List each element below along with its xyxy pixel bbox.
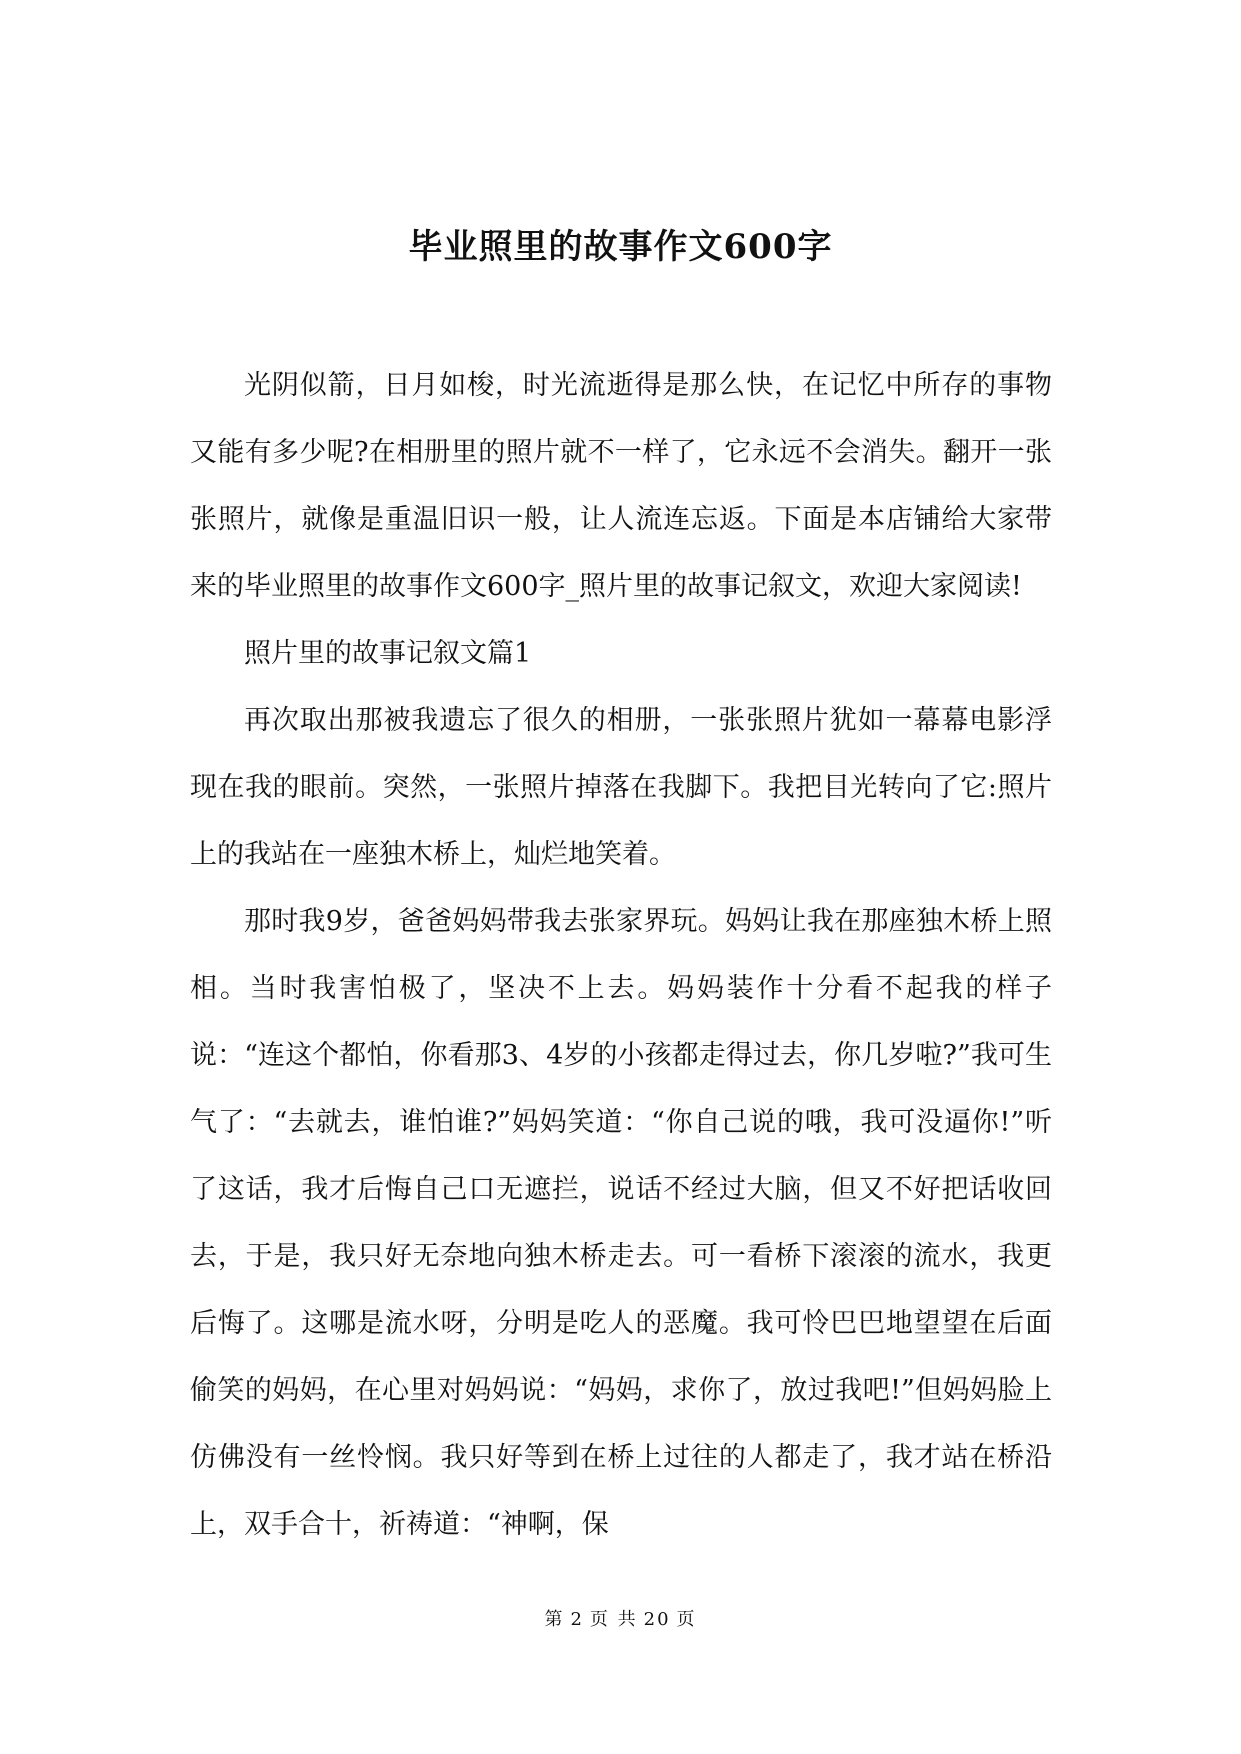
document-title: 毕业照里的故事作文600字 [408, 227, 833, 267]
document-body [190, 352, 1052, 1558]
section-heading: 照片里的故事记叙文篇1 [244, 638, 532, 669]
footer-suffix: 页 [676, 1609, 697, 1630]
body-paragraph: 再次取出那被我遗忘了很久的相册，一张张照片犹如一幕幕电影浮现在我的眼前。突然，一张照片掉落在我脚下。我把目光转向了它:照片上的我站在一座独木桥上，灿烂地笑着。 [190, 705, 1052, 870]
body-paragraph: 那时我9岁，爸爸妈妈带我去张家界玩。妈妈让我在那座独木桥上照相。当时我害怕极了，坚决不上去。妈妈装作十分看不起我的样子说：“连这个都怕，你看那3、4岁的小孩都走得过去，你几岁啦?”我可生气了：“去就去，谁怕谁?”妈妈笑道：“你自己说的哦，我可没逼你!”听了这话，我才后悔自己口无遮拦，说话不经过大脑，但又不好把话收回去，于是，我只好无奈地向独木桥走去。可一看桥下滚滚的流水，我更后悔了。这哪是流水呀，分明是吃人的恶魔。我可怜巴巴地望望在后面偷笑的妈妈，在心里对妈妈说：“妈妈，求你了，放过我吧!”但妈妈脸上仿佛没有一丝怜悯。我只好等到在桥上过往的人都走了，我才站在桥沿上，双手合十，祈祷道：“神啊，保 [190, 906, 1052, 1540]
page-footer [0, 1605, 1241, 1631]
footer-total-pages: 20 [643, 1609, 671, 1630]
footer-middle: 页 共 [589, 1609, 638, 1630]
footer-current-page: 2 [570, 1609, 584, 1630]
footer-prefix: 第 [544, 1609, 565, 1630]
intro-paragraph: 光阴似箭，日月如梭，时光流逝得是那么快，在记忆中所存的事物又能有多少呢?在相册里的照片就不一样了，它永远不会消失。翻开一张张照片，就像是重温旧识一般，让人流连忘返。下面是本店铺给大家带来的毕业照里的故事作文600字_照片里的故事记叙文，欢迎大家阅读! [190, 370, 1052, 602]
